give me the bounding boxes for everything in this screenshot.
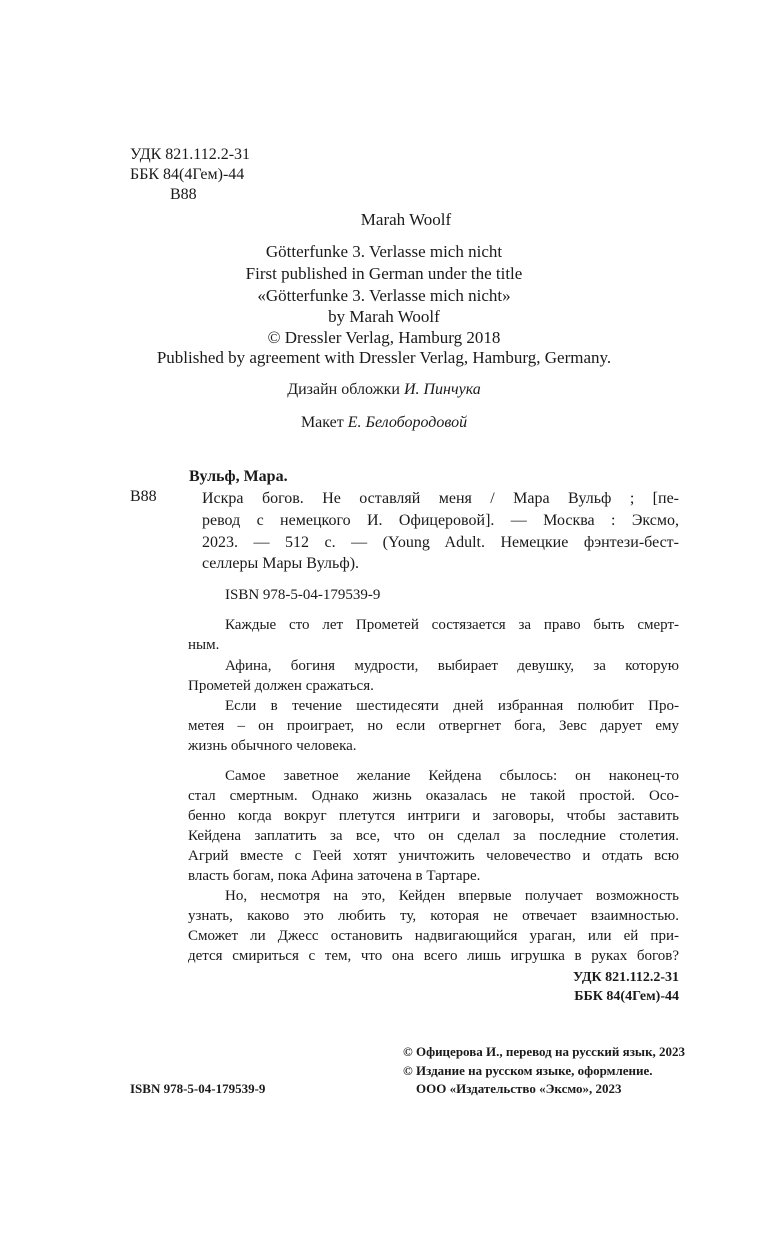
udk-code-bottom: УДК 821.112.2-31 <box>572 970 679 985</box>
author-latin: Marah Woolf <box>360 210 452 229</box>
by-author: by Marah Woolf <box>328 307 440 326</box>
annotation-line: метея – он проиграет, но если отвергнет бога, Зевс дарует ему <box>188 718 679 734</box>
annotation-line: ным. <box>188 637 220 653</box>
isbn-bottom: ISBN 978-5-04-179539-9 <box>130 1081 266 1096</box>
bbk-code-top: ББК 84(4Гем)-44 <box>130 166 245 183</box>
annotation-line: Кейдена заплатить за все, что он сделал за последние столетия. <box>188 828 679 844</box>
catalog-author: Вульф, Мара. <box>189 468 288 485</box>
udk-code-top: УДК 821.112.2-31 <box>130 146 251 163</box>
annotation-line: власть богам, пока Афина заточена в Тартаре. <box>188 868 481 884</box>
catalog-line: ревод с немецкого И. Офицеровой]. — Москва : Эксмо, <box>202 512 679 529</box>
annotation-line: Но, несмотря на это, Кейден впервые получает возможность <box>225 888 679 904</box>
layout-label: Макет <box>300 414 348 431</box>
cover-design-credit <box>0 381 768 399</box>
layout-designer-name: Е. Белобородовой <box>347 414 468 431</box>
copyright-dressler: © Dressler Verlag, Hamburg 2018 <box>267 328 501 347</box>
catalog-isbn: ISBN 978-5-04-179539-9 <box>225 587 381 603</box>
copyright-translation: © Офицерова И., перевод на русский язык, 2023 <box>403 1044 686 1059</box>
copyright-edition: © Издание на русском языке, оформление. <box>403 1063 653 1078</box>
catalog-line: 2023. — 512 с. — (Young Adult. Немецкие фэнтези-бест- <box>202 534 679 551</box>
annotation-line: Если в течение шестидесяти дней избранная полюбит Про- <box>225 698 679 714</box>
annotation-line: Агрий вместе с Геей хотят уничтожить человечество и отдать всю <box>188 848 679 864</box>
cover-design-label: Дизайн обложки <box>287 381 404 398</box>
original-title-quoted: «Götterfunke 3. Verlasse mich nicht» <box>257 286 511 305</box>
annotation-line: узнать, каково это любить ту, которая не отвечает взаимностью. <box>188 908 679 924</box>
annotation-line: бенно когда вокруг плетутся интриги и заговоры, чтобы заставить <box>188 808 679 824</box>
author-mark-top: В88 <box>170 186 197 203</box>
annotation-line: Каждые сто лет Прометей состязается за право быть смерт- <box>225 617 679 633</box>
catalog-line: Искра богов. Не оставляй меня / Мара Вульф ; [пе- <box>202 490 679 507</box>
cover-designer-name: И. Пинчука <box>403 381 481 398</box>
catalog-line: селлеры Мары Вульф). <box>202 555 360 572</box>
annotation-line: Прометей должен сражаться. <box>188 678 374 694</box>
catalog-author-mark: В88 <box>130 488 157 505</box>
layout-credit <box>0 414 768 432</box>
original-title: Götterfunke 3. Verlasse mich nicht <box>265 242 503 261</box>
annotation-line: жизнь обычного человека. <box>188 738 357 754</box>
bbk-code-bottom: ББК 84(4Гем)-44 <box>574 989 679 1004</box>
annotation-line: Самое заветное желание Кейдена сбылось: он наконец-то <box>225 768 679 784</box>
annotation-line: стал смертным. Однако жизнь оказалась не такой простой. Осо- <box>188 788 679 804</box>
published-by-agreement: Published by agreement with Dressler Verlag, Hamburg, Germany. <box>156 348 612 367</box>
first-published-note: First published in German under the title <box>245 264 523 283</box>
annotation-line: дется смириться с тем, что она всего лишь игрушка в руках богов? <box>188 948 679 964</box>
annotation-line: Афина, богиня мудрости, выбирает девушку, за которую <box>225 658 679 674</box>
copyright-publisher: ООО «Издательство «Эксмо», 2023 <box>416 1081 622 1096</box>
annotation-line: Сможет ли Джесс остановить надвигающийся ураган, или ей при- <box>188 928 679 944</box>
